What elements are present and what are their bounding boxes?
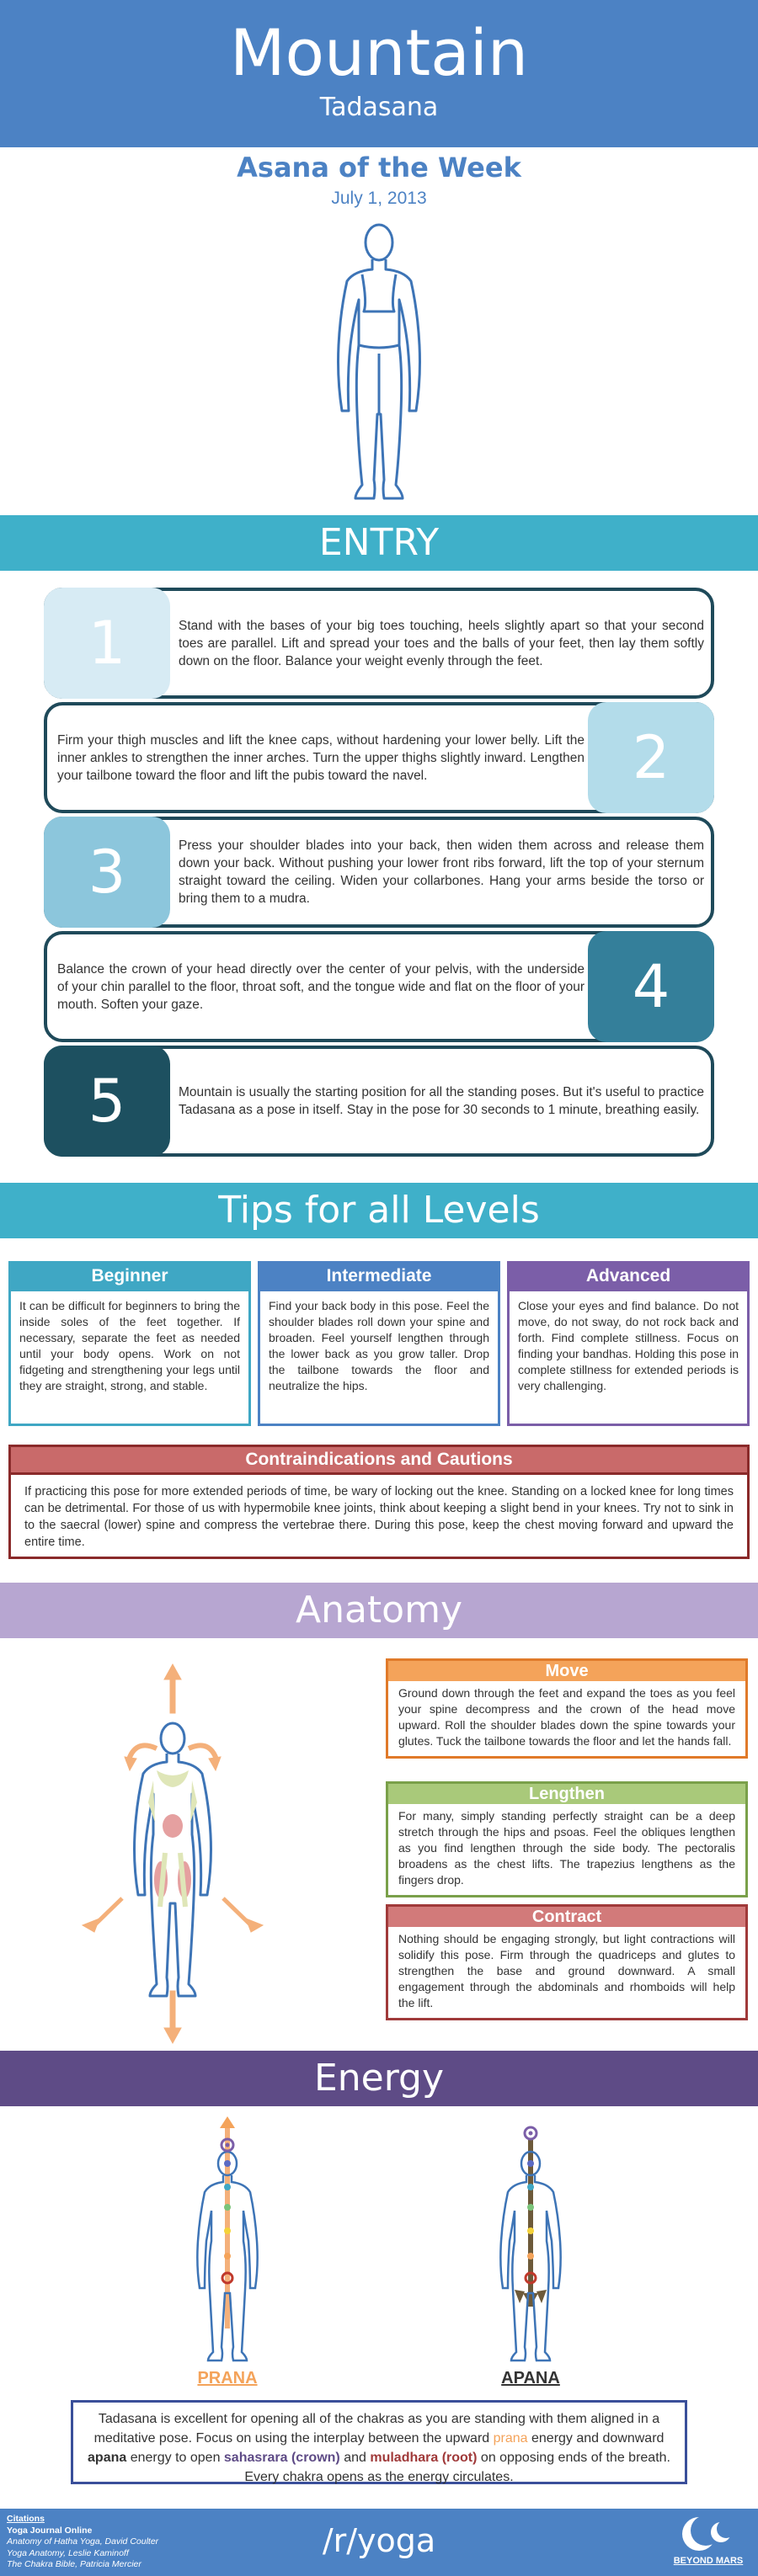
week-label: Asana of the Week xyxy=(237,152,521,184)
subreddit-link[interactable]: /r/yoga xyxy=(322,2522,436,2559)
tip-cautions xyxy=(8,1445,750,1559)
week-date: July 1, 2013 xyxy=(331,189,427,208)
entry-step-5 xyxy=(44,1046,714,1157)
step-3-text: Press your shoulder blades into your back, then widen them across and release them down your back. Without pushing your lower front ribs forward, lift the top of your sternum straight toward the ceiling. Widen your collarbones. Hang your arms beside the torso or bring them to a mudra. xyxy=(179,838,704,906)
step-3-number: 3 xyxy=(44,817,170,928)
citations-title: Citations xyxy=(7,2514,45,2524)
energy-description xyxy=(71,2400,687,2484)
tip-beginner-text: It can be difficult for beginners to bring the inside soles of the feet together. If necessary, separate the feet as needed until your body opens. Work on not fidgeting and strengthening your legs until they are straight, strong, and stable. xyxy=(19,1299,240,1392)
energy-text-part-5: on opposing ends of the breath. Every chakra opens as the energy circulates. xyxy=(244,2451,670,2484)
tip-advanced-title: Advanced xyxy=(510,1264,747,1291)
entry-step-2 xyxy=(44,702,714,813)
energy-root-word: muladhara (root) xyxy=(370,2451,478,2465)
entry-step-3 xyxy=(44,817,714,928)
step-1-number: 1 xyxy=(44,588,170,699)
energy-crown-word: sahasrara (crown) xyxy=(223,2451,340,2465)
tip-cautions-title: Contraindications and Cautions xyxy=(11,1447,747,1475)
entry-step-1 xyxy=(44,588,714,699)
anatomy-figure xyxy=(76,1654,270,2050)
citation-item: Yoga Journal Online xyxy=(7,2525,93,2536)
anatomy-move-title: Move xyxy=(388,1661,745,1681)
tip-intermediate-title: Intermediate xyxy=(260,1264,498,1291)
page-header xyxy=(0,0,758,147)
tip-advanced xyxy=(507,1261,750,1426)
citations xyxy=(7,2514,209,2571)
moon-logo-icon xyxy=(679,2514,738,2554)
energy-apana-word: apana xyxy=(88,2451,127,2465)
page-subtitle: Tadasana xyxy=(319,93,439,122)
anatomy-contract-text: Nothing should be engaging strongly, but light contractions will solidify this pose. Firm through the quadriceps and glutes to strengthen the base and ground downward. A small engagement through the abdominals and rhomboids will help the lift. xyxy=(398,1932,735,2009)
tip-cautions-text: If practicing this pose for more extended periods of time, be wary of locking out the knee. Standing on a locked knee for long times can be detrimental. For those of us with hypermobile knee joints, think about keeping a slight bend in your knees. Try not to sink in to the saecral (lower) spine and compress the vertebrae there. During this pose, keep the chest moving forward and upward the entire time. xyxy=(24,1485,734,1549)
anatomy-contract-title: Contract xyxy=(388,1907,745,1927)
step-4-number: 4 xyxy=(588,931,714,1042)
anatomy-section-header: Anatomy xyxy=(0,1583,758,1638)
citation-item: Anatomy of Hatha Yoga, David Coulter xyxy=(7,2536,159,2547)
citation-item: Yoga Anatomy, Leslie Kaminoff xyxy=(7,2547,129,2558)
step-5-text: Mountain is usually the starting position for all the standing poses. But it's useful to practice Tadasana as a pose in itself. Stay in the pose for 30 seconds to 1 minute, breathing easily. xyxy=(179,1085,704,1117)
anatomy-lengthen-title: Lengthen xyxy=(388,1784,745,1804)
anatomy-lengthen xyxy=(386,1781,748,1897)
anatomy-move-text: Ground down through the feet and expand the toes as you feel your spine decompress and the crown of the head move upward. Roll the shoulder blades down the spine towards your glutes. Tuck the tailbone towards the floor and let the hands fall. xyxy=(398,1686,735,1748)
anatomy-contract xyxy=(386,1904,748,2020)
tip-intermediate xyxy=(258,1261,500,1426)
step-5-number: 5 xyxy=(44,1046,170,1157)
anatomy-lengthen-text: For many, simply standing perfectly straight can be a deep stretch through the hips and psoas. Feel the obliques lengthen as you find lengthen through the side body. The pectoralis broadens as the chest lifts. The trapezius lengthens as the fingers drop. xyxy=(398,1809,735,1887)
mountain-pose-figure xyxy=(320,219,438,505)
energy-prana-word: prana xyxy=(493,2431,528,2446)
prana-figure xyxy=(181,2113,274,2366)
entry-section-header: ENTRY xyxy=(0,515,758,571)
energy-text-part-1: Tadasana is excellent for opening all of the chakras as you are standing with them aligned in a meditative pose. Focus on using the interplay between the upward xyxy=(93,2412,660,2446)
tip-advanced-text: Close your eyes and find balance. Do not move, do not sway, do not rock back and forth. Find complete stillness. Focus on finding your bandhas. Holding this pose in complete stillness for extended periods is very challenging. xyxy=(518,1299,739,1392)
step-1-text: Stand with the bases of your big toes touching, heels slightly apart so that your second toes are parallel. Lift and spread your toes and the balls of your feet, then lay them softly down on the floor. Balance your weight evenly through the feet. xyxy=(179,618,704,668)
tips-section-header: Tips for all Levels xyxy=(0,1183,758,1238)
step-2-text: Firm your thigh muscles and lift the knee caps, without hardening your lower belly. Lift the inner ankles to strengthen the inner arches. Turn the upper thighs slightly inward. Lengthen your tailbone toward the floor and lift the pubis toward the navel. xyxy=(57,732,585,783)
energy-text-part-4: and xyxy=(339,2451,371,2465)
step-2-number: 2 xyxy=(588,702,714,813)
apana-label: APANA xyxy=(501,2369,560,2387)
entry-step-4 xyxy=(44,931,714,1042)
week-banner xyxy=(0,152,758,209)
logo-text: BEYOND MARS xyxy=(673,2556,744,2566)
apana-figure xyxy=(484,2113,577,2366)
energy-text-part-2: energy and downward xyxy=(527,2431,665,2446)
energy-text-part-3: energy to open xyxy=(126,2451,224,2465)
step-4-text: Balance the crown of your head directly over the center of your pelvis, with the underside of your chin parallel to the floor, throat soft, and the tongue wide and flat on the floor of your mouth. Soften your gaze. xyxy=(57,961,585,1012)
anatomy-move xyxy=(386,1658,748,1759)
prana-label: PRANA xyxy=(197,2369,258,2387)
energy-section-header: Energy xyxy=(0,2051,758,2106)
tip-beginner-title: Beginner xyxy=(11,1264,248,1291)
page-title: Mountain xyxy=(229,15,529,90)
tip-beginner xyxy=(8,1261,251,1426)
page-footer xyxy=(0,2509,758,2576)
tip-intermediate-text: Find your back body in this pose. Feel the shoulder blades roll down your spine and broaden. Feel yourself lengthen through the lower back as you grow taller. Drop the tailbone towards the floor and neutralize the hips. xyxy=(269,1299,489,1392)
citation-item: The Chakra Bible, Patricia Mercier xyxy=(7,2559,141,2569)
